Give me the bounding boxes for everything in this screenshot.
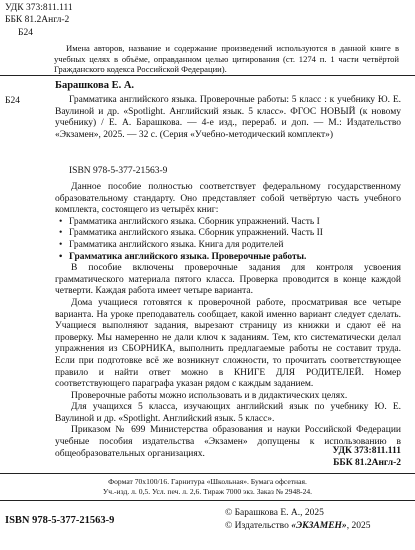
bib-isbn: ISBN 978-5-377-21563-9 [69, 166, 168, 176]
annotation-paragraph: Приказом № 699 Министерства образования и науки Российской Федерации учебные пособия издательства «Экзамен» допущены к использованию в общеобразовательных организациях. [55, 425, 401, 459]
copyright-publisher-prefix: © Издательство [225, 521, 292, 531]
udc-bottom: УДК 373:811.111 [332, 446, 401, 456]
udc-top: УДК 373:811.111 [5, 3, 73, 13]
book-list-item-current: • Грамматика английского языка. Проверочные работы. [55, 252, 401, 264]
annotation [55, 182, 401, 460]
imprint-line: Уч.-изд. л. 0,5. Усл. печ. л. 2,6. Тираж 7000 экз. Заказ № 2948-24. [102, 487, 313, 496]
publisher-name: «ЭКЗАМЕН» [291, 521, 347, 531]
copyright-author: © Барашкова Е. А., 2025 [225, 508, 324, 518]
divider-top [0, 75, 415, 76]
footer-isbn: ISBN 978-5-377-21563-9 [5, 515, 115, 526]
annotation-paragraph: Для учащихся 5 класса, изучающих английский язык по учебнику Ю. Е. Ваулиной и др. «Spotlight. Английский язык. 5 класс». [55, 402, 401, 424]
bib-description: Грамматика английского языка. Проверочные работы: 5 класс : к учебнику Ю. Е. Ваулиной и др. «Spotlight. Английский язык. 5 класс». ФГОС НОВЫЙ (к новому учебнику) / Е. А. Барашкова. — 4-е изд., перераб. и доп. — М.: Издательство «Экзамен», 2025. — 32 с. (Серия «Учебно-методический комплект») [55, 95, 401, 140]
intro-paragraph: Данное пособие полностью соответствует федеральному государственному образовательному стандарту. Оно представляет собой четвёртую часть учебного комплекта, состоящего из четырёх книг: [55, 182, 401, 216]
divider-middle [0, 473, 415, 474]
bib-author: Барашкова Е. А. [55, 80, 135, 91]
annotation-paragraph: Дома учащиеся готовятся к проверочной работе, просматривая все четыре варианта. На уроке преподаватель сообщает, какой именно вариант следует сделать. Учащиеся выполняют задания, вырезают страницу из книжки и сдают её на проверку. Мы намеренно не дали ключ к заданиям. Тем, кто систематически делал упражнения из СБОРНИКА, выполнить предлагаемые работы не составит труда. Если при подготовке всё же возникнут сложности, то прочитать соответствующее правило и найти ответ можно в КНИГЕ ДЛЯ РОДИТЕЛЕЙ. Номер соответствующего параграфа указан рядом с каждым заданием. [55, 297, 401, 390]
copyright-publisher [225, 521, 370, 533]
imprint-line: Формат 70х100/16. Гарнитура «Школьная». Бумага офсетная. [108, 477, 307, 486]
author-code-top: Б24 [18, 28, 33, 38]
divider-bottom [0, 500, 415, 501]
bbk-top: ББК 81.2Англ-2 [5, 15, 70, 25]
annotation-paragraph: Проверочные работы можно использовать и в дидактических целях. [71, 390, 348, 401]
bib-code: Б24 [5, 96, 20, 106]
book-list-item: • Грамматика английского языка. Сборник упражнений. Часть I [55, 217, 401, 229]
book-list-item: • Грамматика английского языка. Книга для родителей [55, 240, 401, 252]
annotation-paragraph: В пособие включены проверочные задания для контроля усвоения грамматического материала пятого класса. Проверка проводится в конце каждой четверти. Каждая работа имеет четыре варианта. [55, 263, 401, 297]
copyright-publisher-year: , 2025 [346, 521, 371, 531]
book-list-item: • Грамматика английского языка. Сборник упражнений. Часть II [55, 228, 401, 240]
copyright-notice: Имена авторов, название и содержание произведений используются в данной книге в учебных целях в объёме, оправданном целью цитирования (ст. 1274 п. 1 части четвёртой Гражданского кодекса Российской Федерации). [54, 43, 399, 75]
bbk-bottom: ББК 81.2Англ-2 [333, 458, 401, 468]
